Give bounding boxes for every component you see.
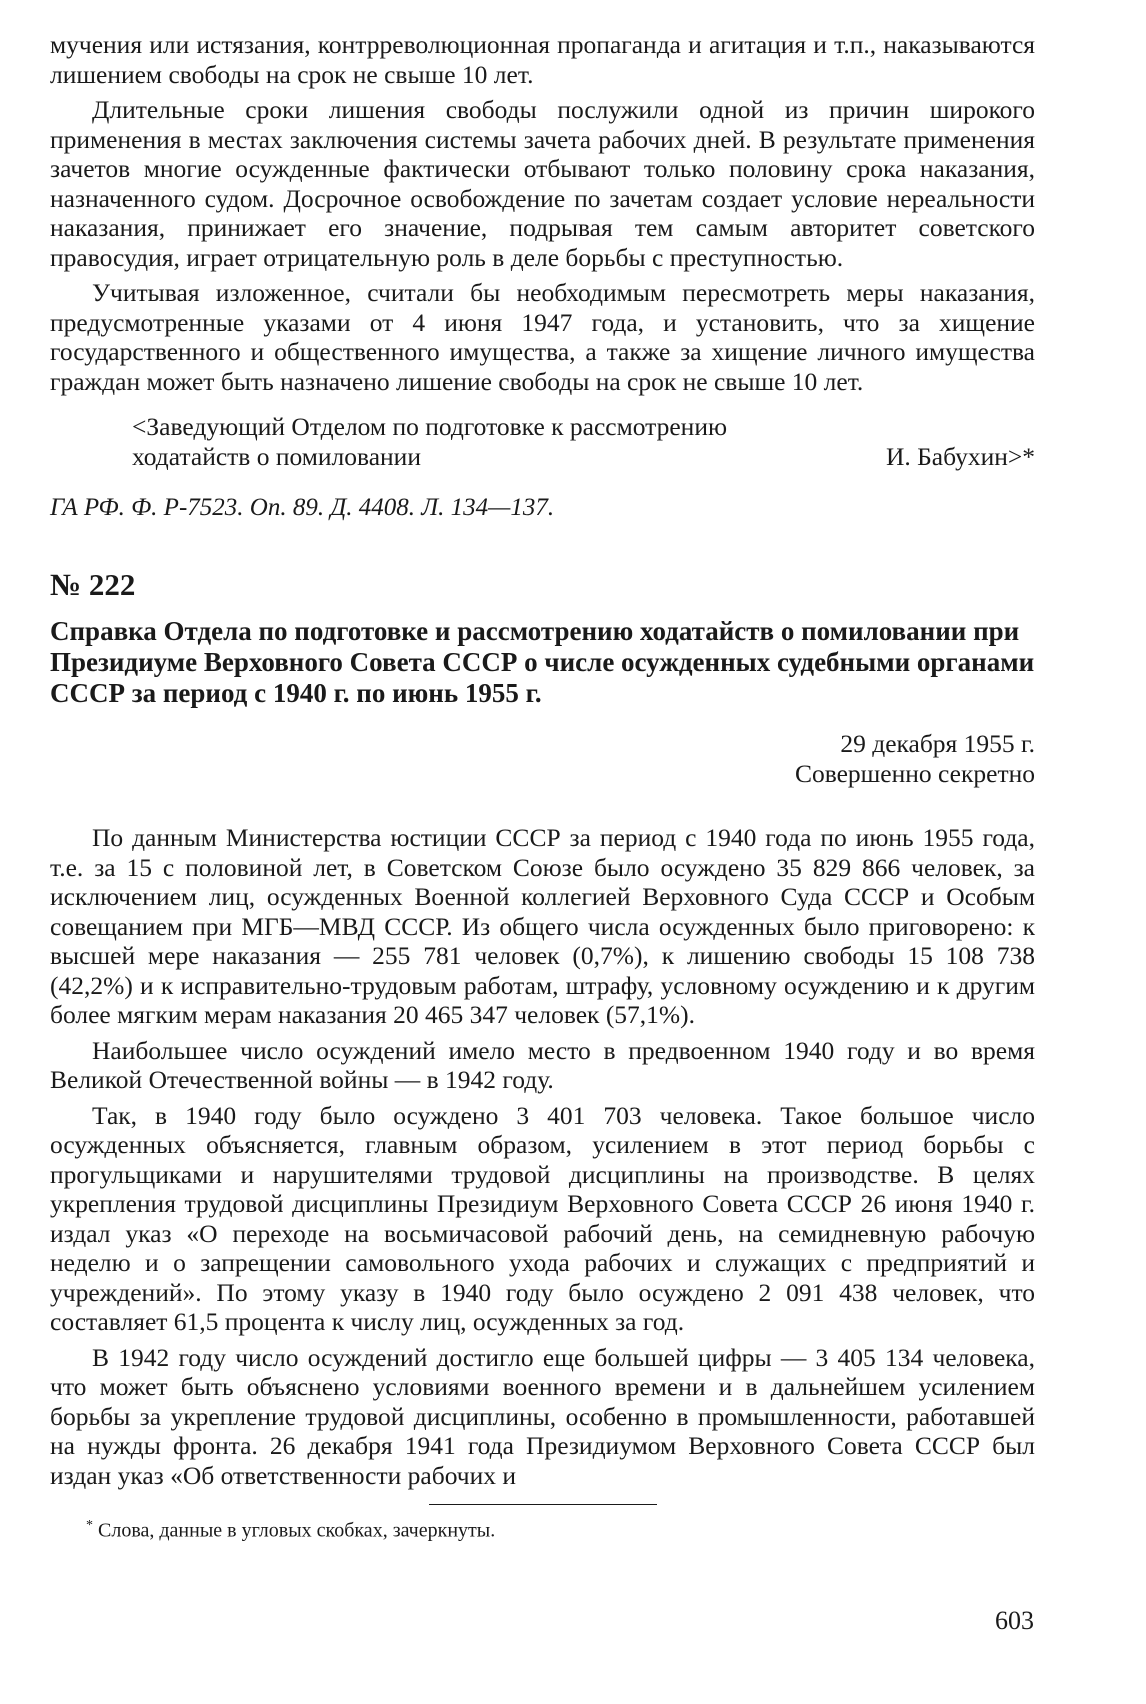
document-date-block (50, 729, 1035, 789)
footnote-text: Слова, данные в угловых скобках, зачеркнуты. (98, 1519, 496, 1542)
paragraph-peak-years: Наибольшее число осуждений имело место в предвоенном 1940 году и во время Великой Отечественной войны — в 1942 году. (50, 1035, 1035, 1094)
paragraph-continuation: мучения или истязания, контрреволюционная пропаганда и агитация и т.п., наказываются лишением свободы на срок не свыше 10 лет. (50, 30, 1035, 89)
paragraph-work-days-credit: Длительные сроки лишения свободы послужили одной из причин широкого применения в местах заключения системы зачета рабочих дней. В результате применения зачетов многие осужденные фактически отбывают только половину срока наказания, назначенного судом. Досрочное освобождение по зачетам создает условие нереальности наказания, принижает его значение, подрывая тем самым авторитет советского правосудия, играет отрицательную роль в деле борьбы с преступностью. (50, 95, 1035, 272)
signature-name: И. Бабухин>* (885, 441, 1035, 471)
document-title: Справка Отдела по подготовке и рассмотрению ходатайств о помиловании при Президиуме Верховного Совета СССР о числе осужденных судебными органами СССР за период с 1940 г. по июнь 1955 г. (50, 616, 1035, 708)
document-number: № 222 (50, 567, 136, 602)
paragraph-recommendation: Учитывая изложенное, считали бы необходимым пересмотреть меры наказания, предусмотренные указами от 4 июня 1947 года, и установить, что за хищение государственного и общественного имущества, а также за хищение личного имущества граждан может быть назначено лишение свободы на срок не свыше 10 лет. (50, 278, 1035, 396)
paragraph-1940: Так, в 1940 году было осуждено 3 401 703 человека. Такое большое число осужденных объясняется, главным образом, усилением в этот период борьбы с прогульщиками и нарушителями трудовой дисциплины на производстве. В целях укрепления трудовой дисциплины Президиум Верховного Совета СССР 26 июня 1940 г. издал указ «О переходе на восьмичасовой рабочий день, на семидневную рабочую неделю и о запрещении самовольного ухода рабочих и служащих с предприятий и учреждений». По этому указу в 1940 году было осуждено 2 091 438 человек, что составляет 61,5 процента к числу лиц, осужденных за год. (50, 1100, 1035, 1336)
paragraph-statistics: По данным Министерства юстиции СССР за период с 1940 года по июнь 1955 года, т.е. за 15 с половиной лет, в Советском Союзе было осуждено 35 829 866 человек, за исключением лиц, осужденных Военной коллегией Верховного Суда СССР и Особым совещанием при МГБ—МВД СССР. Из общего числа осужденных было приговорено: к высшей мере наказания — 255 781 человек (0,7%), к лишению свободы 15 108 738 (42,2%) и к исправительно-трудовым работам, штрафу, условному осуждению и к другим более мягким мерам наказания 20 465 347 человек (57,1%). (50, 823, 1035, 1029)
footnote (86, 1513, 1035, 1544)
document-date: 29 декабря 1955 г. (840, 729, 1035, 758)
paragraph-1942: В 1942 году число осуждений достигло еще большей цифры — 3 405 134 человека, что может быть объяснено условиями военного времени и в дальнейшем усилением борьбы за укрепление трудовой дисциплины, особенно в промышленности, работавшей на нужды фронта. 26 декабря 1941 года Президиумом Верховного Совета СССР был издан указ «Об ответственности рабочих и (50, 1342, 1035, 1490)
signature-block (132, 412, 1035, 471)
signature-position: <Заведующий Отделом по подготовке к рассмотрению ходатайств о помиловании (132, 412, 728, 471)
classification-mark: Совершенно секретно (794, 759, 1035, 788)
document-page (50, 30, 1035, 1544)
archive-reference: ГА РФ. Ф. Р-7523. Оп. 89. Д. 4408. Л. 134—137. (50, 494, 555, 521)
footnote-marker: * (86, 1518, 93, 1533)
footnote-divider (429, 1504, 657, 1505)
page-number: 603 (995, 1606, 1034, 1635)
